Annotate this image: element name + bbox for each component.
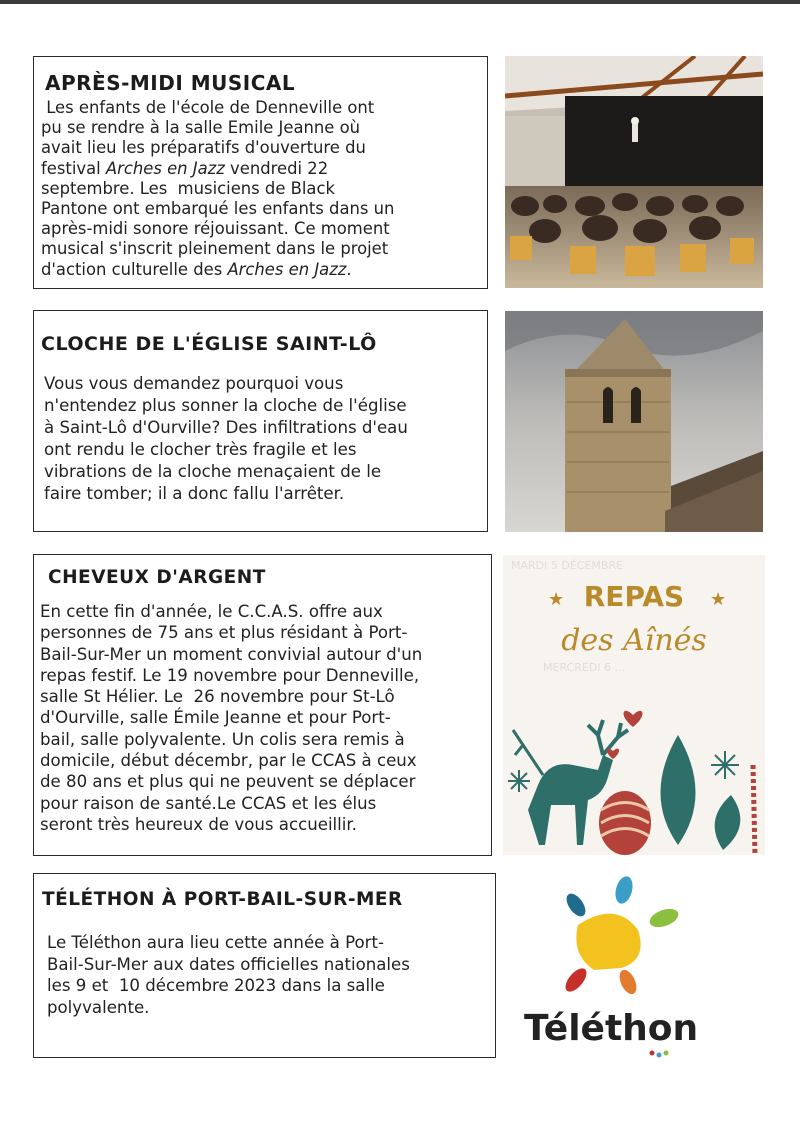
body-line: vibrations de la cloche menaçaient de le: [44, 462, 382, 481]
body-line: les 9 et 10 décembre 2023 dans la salle: [47, 976, 385, 995]
body-line: à Saint-Lô d'Ourville? Des infiltrations d'eau: [44, 418, 408, 437]
page-top-border: [0, 0, 800, 4]
body-line: Bail-Sur-Mer un moment convivial autour d'un: [40, 644, 423, 664]
body-line: faire tomber; il a donc fallu l'arrêter.: [44, 484, 345, 503]
telethon-wordmark: Téléthon: [524, 1008, 699, 1049]
body-line: n'entendez plus sonner la cloche de l'église: [44, 396, 407, 415]
body-line: En cette fin d'année, le C.C.A.S. offre aux: [40, 602, 383, 621]
body-line: festival Arches en Jazz vendredi 22: [41, 158, 329, 178]
article-title: CLOCHE DE L'ÉGLISE SAINT-LÔ: [41, 333, 377, 355]
body-line: de 80 ans et plus qui ne peuvent se déplacer: [40, 772, 416, 792]
body-line: pour raison de santé.Le CCAS et les élus: [40, 793, 377, 813]
telethon-logo: [516, 870, 706, 1065]
pinecone-icon: [599, 791, 651, 855]
church-tower-photo: [505, 311, 763, 532]
article-body: [44, 373, 479, 505]
body-line: personnes de 75 ans et plus résidant à Port-: [40, 623, 408, 643]
faded-text: MARDI 5 DÉCEMBRE: [511, 559, 624, 572]
body-line: salle St Hélier. Le 26 novembre pour St-Lô: [40, 687, 395, 707]
body-line: Le Téléthon aura lieu cette année à Port-: [47, 933, 384, 952]
telethon-sun-icon: [562, 874, 681, 996]
body-line: Les enfants de l'école de Denneville ont: [41, 98, 375, 117]
article-cheveux-argent: [33, 554, 492, 856]
body-line: bail, salle polyvalente. Un colis sera remis à: [40, 729, 405, 749]
body-line: Pantone ont embarqué les enfants dans un: [41, 199, 395, 219]
article-body: [40, 601, 490, 835]
repas-subtitle: des Aînés: [561, 623, 707, 658]
body-line: avait lieu les préparatifs d'ouverture du: [41, 138, 366, 158]
body-line: musical s'inscrit pleinement dans le projet: [41, 239, 389, 259]
article-body: [41, 98, 486, 280]
snowflake-icon: [711, 751, 739, 779]
body-line: d'Ourville, salle Émile Jeanne et pour Port-: [40, 708, 391, 728]
repas-title: REPAS: [583, 580, 685, 613]
body-line: domicile, début décembr, par le CCAS à ceux: [40, 751, 417, 771]
concert-hall-photo: [505, 56, 763, 288]
body-line: polyvalente.: [47, 997, 150, 1017]
star-icon: ★: [548, 589, 565, 610]
faded-text: MERCREDI 6 ...: [543, 661, 626, 674]
article-title: TÉLÉTHON À PORT-BAIL-SUR-MER: [42, 889, 403, 910]
article-cloche-eglise: [33, 310, 488, 532]
body-line: septembre. Les musiciens de Black: [41, 178, 335, 198]
snowflake-icon: [508, 770, 530, 792]
body-line: d'action culturelle des Arches en Jazz.: [41, 259, 352, 279]
article-telethon: [33, 873, 496, 1058]
body-line: ont rendu le clocher très fragile et les: [44, 440, 357, 459]
body-line: après-midi sonore réjouissant. Ce moment: [41, 219, 390, 239]
body-line: pu se rendre à la salle Emile Jeanne où: [41, 118, 360, 138]
body-line: repas festif. Le 19 novembre pour Denneville,: [40, 665, 420, 685]
repas-des-aines-card: [503, 555, 765, 855]
body-line: Vous vous demandez pourquoi vous: [44, 374, 344, 393]
article-title: CHEVEUX D'ARGENT: [48, 567, 266, 588]
article-apres-midi-musical: [33, 56, 488, 289]
article-title: APRÈS-MIDI MUSICAL: [45, 71, 296, 95]
star-icon: ★: [710, 589, 727, 610]
article-body: [47, 932, 487, 1018]
body-line: Bail-Sur-Mer aux dates officielles nationales: [47, 954, 410, 974]
body-line: seront très heureux de vous accueillir.: [40, 814, 357, 834]
